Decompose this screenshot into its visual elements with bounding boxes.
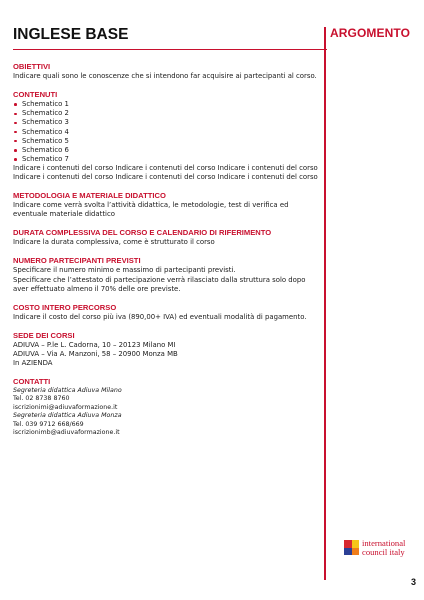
title-divider (13, 49, 327, 50)
section-contenuti (13, 90, 323, 182)
address-line: In AZIENDA (13, 358, 53, 367)
section-text: Indicare quali sono le conoscenze che si intendono far acquisire ai partecipanti al corso. (13, 72, 317, 81)
bullet-icon (14, 140, 17, 143)
section-title: NUMERO PARTECIPANTI PREVISTI (13, 256, 141, 266)
bullet-icon (14, 131, 17, 134)
brand-logo (344, 540, 424, 562)
logo-mark-icon (344, 540, 359, 555)
contact-label: Segreteria didattica Adiuva Monza (13, 412, 122, 420)
list-item: Schematico 7 (13, 155, 323, 164)
list-item: Schematico 6 (13, 146, 323, 155)
section-text: Indicare i contenuti del corso Indicare i contenuti del corso Indicare i contenuti del corso Indicare i contenuti del corso Indicare i contenuti del corso Indicare i contenuti del corso (13, 163, 318, 182)
page-number: 3 (411, 577, 417, 587)
section-title: CONTENUTI (13, 90, 58, 100)
list-item: Schematico 5 (13, 137, 323, 146)
section-contatti (13, 377, 323, 437)
section-text: Indicare la durata complessiva, come è strutturato il corso (13, 238, 215, 247)
section-metodologia (13, 191, 323, 219)
section-title: CONTATTI (13, 377, 51, 387)
section-partecipanti (13, 256, 323, 293)
section-text: Indicare il costo del corso più iva (890,00+ IVA) ed eventuali modalità di pagamento. (13, 312, 307, 321)
list-item: Schematico 2 (13, 109, 323, 118)
section-sedi (13, 331, 323, 368)
address-line: ADIUVA – P.le L. Cadorna, 10 – 20123 Milano MI (13, 340, 176, 349)
address-line: ADIUVA – Via A. Manzoni, 58 – 20900 Monza MB (13, 349, 178, 358)
section-title: METODOLOGIA E MATERIALE DIDATTICO (13, 191, 166, 201)
contact-label: Segreteria didattica Adiuva Milano (13, 387, 122, 395)
section-title: SEDE DEI CORSI (13, 330, 75, 340)
list-item: Schematico 1 (13, 100, 323, 109)
contact-email[interactable]: iscrizionimi@adiuvaformazione.it (13, 403, 118, 411)
section-text: Specificare che l’attestato di partecipazione verrà rilasciato dalla struttura solo dopo aver effettuato almeno il 70% delle ore previste. (13, 275, 306, 293)
sidebar-heading: ARGOMENTO (330, 26, 411, 40)
bullet-icon (14, 113, 17, 116)
section-durata (13, 228, 323, 247)
contact-phone: Tel. 039 9712 668/669 (13, 420, 84, 428)
bullet-icon (14, 158, 17, 161)
bullet-icon (14, 122, 17, 125)
bullet-icon (14, 149, 17, 152)
logo-text: international council italy (362, 538, 406, 557)
list-item: Schematico 4 (13, 128, 323, 137)
page-title: INGLESE BASE (13, 26, 129, 43)
section-title: COSTO INTERO PERCORSO (13, 302, 117, 312)
contact-email[interactable]: iscrizionimb@adiuvaformazione.it (13, 429, 120, 437)
section-obiettivi (13, 62, 323, 81)
section-text: Specificare il numero minimo e massimo di partecipanti previsti. (13, 266, 236, 275)
main-column (13, 27, 323, 447)
section-title: DURATA COMPLESSIVA DEL CORSO E CALENDARIO DI RIFERIMENTO (13, 228, 272, 238)
section-title: OBIETTIVI (13, 62, 51, 72)
section-costo (13, 303, 323, 322)
contact-phone: Tel. 02 8738 8760 (13, 395, 70, 403)
list-item: Schematico 3 (13, 118, 323, 127)
sidebar-divider (324, 27, 326, 580)
section-text: Indicare come verrà svolta l’attività didattica, le metodologie, test di verifica ed eventuale materiale didattico (13, 201, 289, 219)
content-list (13, 100, 323, 164)
bullet-icon (14, 103, 17, 106)
